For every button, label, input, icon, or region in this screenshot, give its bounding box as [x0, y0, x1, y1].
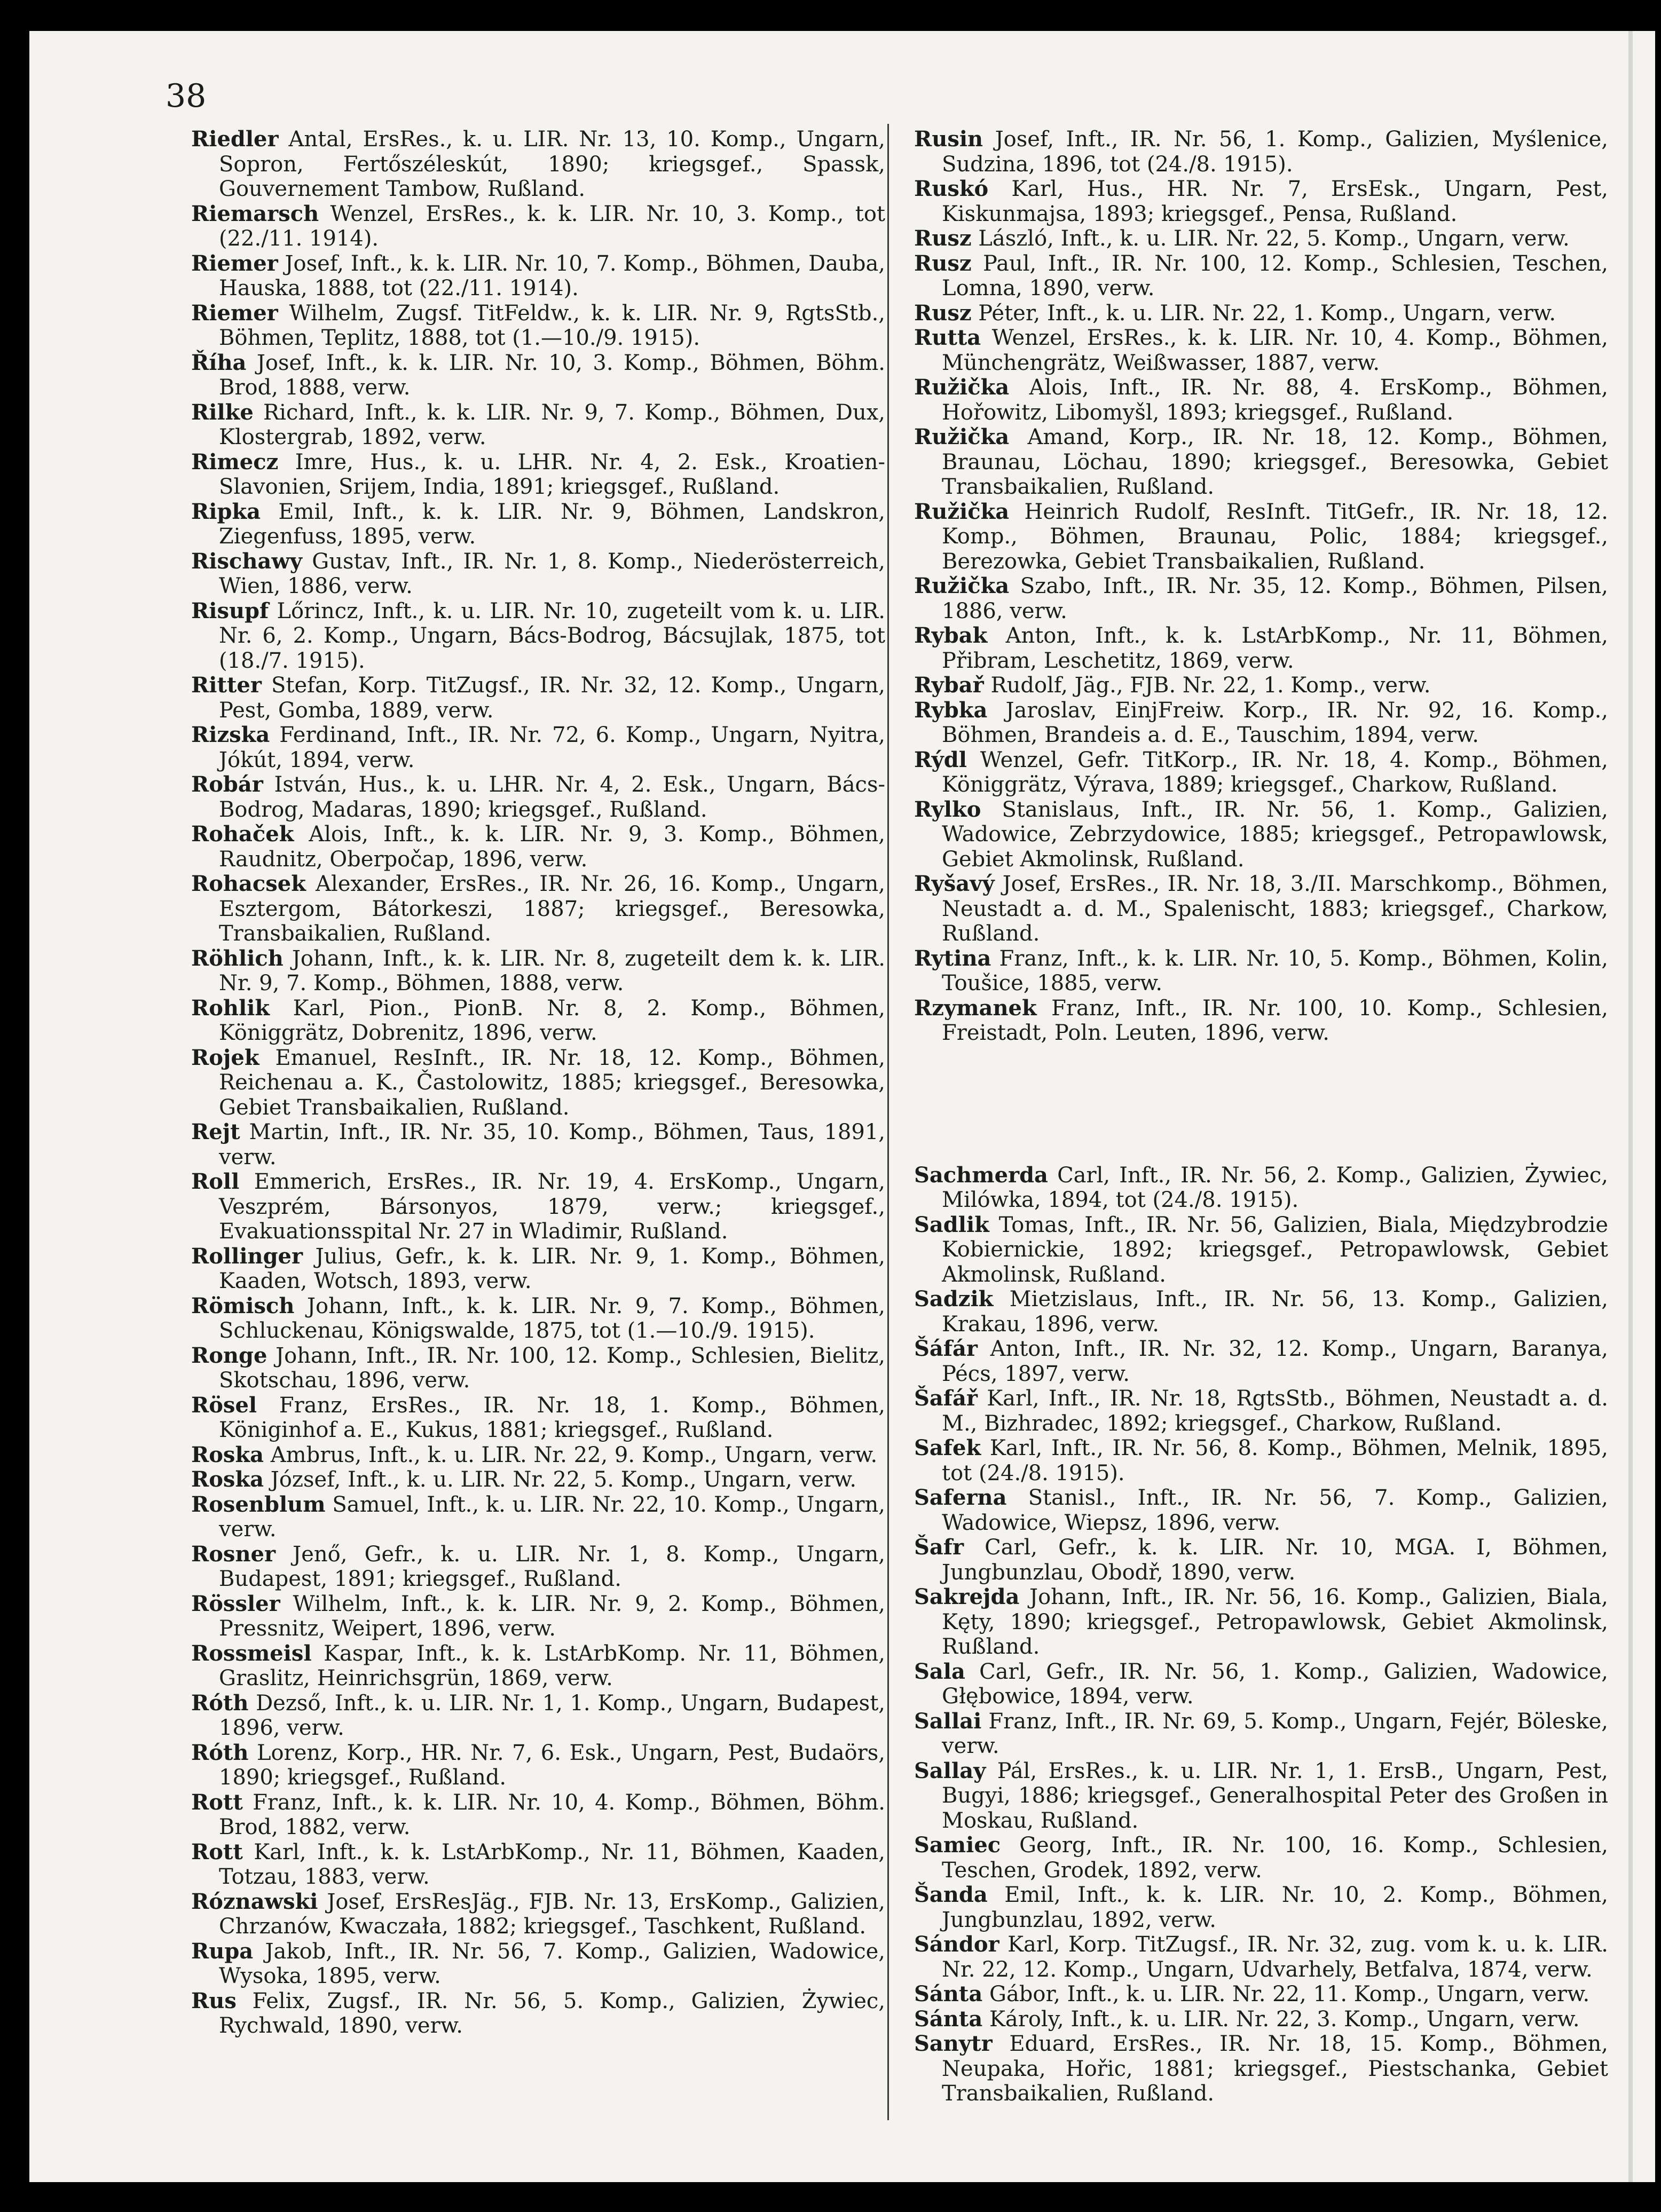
entry-details: Jenő, Gefr., k. u. LIR. Nr. 1, 8. Komp., Ungarn, Budapest, 1891; kriegsgef., Rußland. — [219, 1542, 885, 1591]
list-item — [914, 1932, 1608, 1982]
entry-details: Antal, ErsRes., k. u. LIR. Nr. 13, 10. Komp., Ungarn, Sopron, Fertőszéleskút, 1890; kriegsgef., Spassk, Gouvernement Tambow, Rußland. — [219, 127, 885, 201]
entry-surname: Rösel — [191, 1392, 257, 1418]
list-item — [191, 1120, 885, 1170]
entry-surname: Rutta — [914, 325, 981, 350]
list-item — [914, 2032, 1608, 2106]
list-item — [914, 1660, 1608, 1709]
list-item — [914, 623, 1608, 673]
list-item — [191, 1691, 885, 1741]
entry-details: Gustav, Inft., IR. Nr. 1, 8. Komp., Niederösterreich, Wien, 1886, verw. — [219, 549, 885, 598]
list-item — [191, 996, 885, 1046]
list-item — [191, 723, 885, 772]
list-item — [191, 1741, 885, 1790]
entry-details: Stefan, Korp. TitZugsf., IR. Nr. 32, 12. Komp., Ungarn, Pest, Gomba, 1889, verw. — [219, 673, 885, 723]
entry-details: Franz, Inft., k. k. LIR. Nr. 10, 4. Komp., Böhmen, Böhm. Brod, 1882, verw. — [219, 1790, 885, 1839]
entry-details: Richard, Inft., k. k. LIR. Nr. 9, 7. Komp., Böhmen, Dux, Klostergrab, 1892, verw. — [219, 400, 885, 449]
entry-surname: Sachmerda — [914, 1162, 1048, 1188]
entry-surname: Safek — [914, 1435, 981, 1460]
entry-surname: Sala — [914, 1658, 965, 1684]
entry-details: Szabo, Inft., IR. Nr. 35, 12. Komp., Böhmen, Pilsen, 1886, verw. — [942, 574, 1608, 623]
list-item — [914, 1337, 1608, 1386]
entry-surname: Rusz — [914, 300, 972, 326]
list-item — [191, 251, 885, 301]
entry-surname: Šafr — [914, 1535, 964, 1560]
entry-details: Georg, Inft., IR. Nr. 100, 16. Komp., Schlesien, Teschen, Grodek, 1892, verw. — [942, 1833, 1608, 1883]
entry-surname: Saferna — [914, 1485, 1007, 1510]
list-item — [914, 2007, 1608, 2032]
entry-surname: Ruskó — [914, 176, 989, 201]
list-item — [191, 1393, 885, 1443]
entry-surname: Ripka — [191, 499, 261, 524]
list-item — [191, 549, 885, 599]
entry-details: Ambrus, Inft., k. u. LIR. Nr. 22, 9. Komp., Ungarn, verw. — [264, 1442, 878, 1467]
entry-surname: Roska — [191, 1442, 264, 1467]
list-item — [914, 177, 1608, 226]
right-column-bottom — [914, 1163, 1608, 2106]
entry-surname: Rusz — [914, 226, 972, 251]
entry-surname: Rojek — [191, 1045, 259, 1070]
entry-details: Imre, Hus., k. u. LHR. Nr. 4, 2. Esk., Kroatien-Slavonien, Srijem, India, 1891; kriegsgef., Rußland. — [219, 449, 885, 499]
column-divider — [887, 124, 889, 2120]
list-item — [191, 1244, 885, 1294]
entry-surname: Rizska — [191, 722, 270, 747]
entry-details: Franz, Inft., IR. Nr. 100, 10. Komp., Schlesien, Freistadt, Poln. Leuten, 1896, verw. — [942, 996, 1608, 1045]
entry-details: Emil, Inft., k. k. LIR. Nr. 10, 2. Komp., Böhmen, Jungbunzlau, 1892, verw. — [942, 1883, 1608, 1932]
entry-details: Carl, Inft., IR. Nr. 56, 2. Komp., Galizien, Żywiec, Milówka, 1894, tot (24./8. 1915). — [942, 1163, 1608, 1212]
section-gap — [914, 1046, 1608, 1163]
entry-surname: Rosenblum — [191, 1491, 326, 1517]
entry-details: Gábor, Inft., k. u. LIR. Nr. 22, 11. Komp., Ungarn, verw. — [982, 1982, 1590, 2006]
list-item — [191, 1790, 885, 1840]
list-item — [914, 1833, 1608, 1883]
list-item — [191, 1939, 885, 1989]
entry-surname: Rusz — [914, 250, 972, 276]
entry-details: Wenzel, Gefr. TitKorp., IR. Nr. 18, 4. Komp., Böhmen, Königgrätz, Výrava, 1889; kriegsgef., Charkow, Rußland. — [942, 747, 1608, 797]
list-item — [914, 872, 1608, 946]
page-edge — [1628, 31, 1633, 2182]
entry-details: Emmerich, ErsRes., IR. Nr. 19, 4. ErsKomp., Ungarn, Veszprém, Bársonyos, 1879, verw.; kriegsgef., Evakuationsspital Nr. 27 in Wladimir, Rußland. — [219, 1170, 885, 1244]
entry-surname: Rott — [191, 1789, 243, 1815]
entry-surname: Sadlik — [914, 1212, 989, 1237]
entry-surname: Rimecz — [191, 449, 279, 475]
entry-details: Rudolf, Jäg., FJB. Nr. 22, 1. Komp., verw. — [983, 673, 1431, 698]
list-item — [914, 1486, 1608, 1535]
entry-surname: Rischawy — [191, 548, 302, 574]
entry-details: Wilhelm, Inft., k. k. LIR. Nr. 9, 2. Komp., Böhmen, Pressnitz, Weipert, 1896, verw. — [219, 1591, 885, 1641]
entry-surname: Rybka — [914, 697, 988, 723]
entry-surname: Sallay — [914, 1758, 986, 1783]
entry-details: Károly, Inft., k. u. LIR. Nr. 22, 3. Komp., Ungarn, verw. — [982, 2006, 1580, 2032]
right-column — [914, 127, 1608, 2106]
entry-details: Johann, Inft., IR. Nr. 56, 16. Komp., Galizien, Biala, Kęty, 1890; kriegsgef., Petropawlowsk, Gebiet Akmolinsk, Rußland. — [942, 1585, 1608, 1659]
entry-surname: Rybař — [914, 673, 984, 698]
list-item — [914, 1982, 1608, 2007]
entry-surname: Rupa — [191, 1938, 254, 1964]
entry-details: Samuel, Inft., k. u. LIR. Nr. 22, 10. Komp., Ungarn, verw. — [219, 1492, 885, 1542]
list-item — [914, 1213, 1608, 1287]
list-item — [191, 1344, 885, 1393]
entry-details: Mietzislaus, Inft., IR. Nr. 56, 13. Komp., Galizien, Krakau, 1896, verw. — [942, 1287, 1608, 1337]
list-item — [191, 1542, 885, 1592]
list-item — [191, 822, 885, 872]
entry-surname: Ružička — [914, 375, 1010, 400]
entry-details: Lorenz, Korp., HR. Nr. 7, 6. Esk., Ungarn, Pest, Budaörs, 1890; kriegsgef., Rußland. — [219, 1740, 885, 1790]
entry-surname: Rott — [191, 1839, 243, 1865]
list-item — [191, 351, 885, 400]
entry-details: Karl, Inft., IR. Nr. 56, 8. Komp., Böhmen, Melnik, 1895, tot (24./8. 1915). — [942, 1436, 1608, 1486]
list-item — [914, 574, 1608, 623]
list-item — [191, 1467, 885, 1492]
list-item — [191, 1641, 885, 1691]
entry-details: Pál, ErsRes., k. u. LIR. Nr. 1, 1. ErsB., Ungarn, Pest, Bugyi, 1886; kriegsgef., Generalhospital Peter des Großen in Moskau, Rußland. — [942, 1758, 1608, 1833]
list-item — [191, 202, 885, 251]
entry-surname: Ružička — [914, 424, 1010, 449]
entry-details: Karl, Pion., PionB. Nr. 8, 2. Komp., Böhmen, Königgrätz, Dobrenitz, 1896, verw. — [219, 996, 885, 1045]
entry-surname: Róth — [191, 1740, 249, 1765]
list-item — [191, 1170, 885, 1244]
list-item — [191, 1890, 885, 1939]
entry-surname: Roska — [191, 1467, 264, 1492]
entry-details: Alois, Inft., k. k. LIR. Nr. 9, 3. Komp., Böhmen, Raudnitz, Oberpočap, 1896, verw. — [219, 822, 885, 872]
left-column — [191, 127, 885, 2039]
entry-surname: Ronge — [191, 1342, 267, 1368]
entry-details: Stanisl., Inft., IR. Nr. 56, 7. Komp., Galizien, Wadowice, Wiepsz, 1896, verw. — [942, 1486, 1608, 1535]
entry-details: Karl, Korp. TitZugsf., IR. Nr. 32, zug. vom k. u. k. LIR. Nr. 22, 12. Komp., Ungarn, Udvarhely, Betfalva, 1874, verw. — [942, 1932, 1608, 1982]
list-item — [191, 400, 885, 450]
entry-details: Wenzel, ErsRes., k. k. LIR. Nr. 10, 3. Komp., tot (22./11. 1914). — [219, 201, 885, 251]
entry-surname: Sándor — [914, 1932, 999, 1957]
entry-details: Carl, Gefr., IR. Nr. 56, 1. Komp., Galizien, Wadowice, Głębowice, 1894, verw. — [942, 1659, 1608, 1709]
list-item — [191, 1592, 885, 1641]
entry-details: Anton, Inft., k. k. LstArbKomp., Nr. 11, Böhmen, Přibram, Leschetitz, 1869, verw. — [942, 623, 1608, 673]
list-item — [191, 1294, 885, 1344]
entry-surname: Šanda — [914, 1882, 988, 1907]
entry-details: Josef, ErsRes., IR. Nr. 18, 3./II. Marschkomp., Böhmen, Neustadt a. d. M., Spalenischt, 1883; kriegsgef., Charkow, Rußland. — [942, 872, 1608, 946]
entry-surname: Ryšavý — [914, 871, 995, 896]
entry-details: Carl, Gefr., k. k. LIR. Nr. 10, MGA. I, Böhmen, Jungbunzlau, Obodř, 1890, verw. — [942, 1535, 1608, 1585]
entry-details: Alois, Inft., IR. Nr. 88, 4. ErsKomp., Böhmen, Hořowitz, Libomyšl, 1893; kriegsgef., Rußland. — [942, 375, 1608, 425]
page-number: 38 — [166, 77, 207, 115]
entry-surname: Šafář — [914, 1386, 978, 1411]
entry-surname: Šáfár — [914, 1336, 978, 1361]
list-item — [914, 1535, 1608, 1585]
entry-surname: Rossmeisl — [191, 1640, 312, 1666]
entry-details: József, Inft., k. u. LIR. Nr. 22, 5. Komp., Ungarn, verw. — [264, 1467, 857, 1492]
list-item — [914, 996, 1608, 1046]
list-item — [914, 500, 1608, 574]
entry-surname: Rohacsek — [191, 871, 306, 896]
entry-details: Wilhelm, Zugsf. TitFeldw., k. k. LIR. Nr. 9, RgtsStb., Böhmen, Teplitz, 1888, tot (1.—10./9. 1915). — [219, 301, 885, 350]
entry-surname: Sallai — [914, 1708, 982, 1734]
entry-details: Amand, Korp., IR. Nr. 18, 12. Komp., Böhmen, Braunau, Löchau, 1890; kriegsgef., Beresowka, Gebiet Transbaikalien, Rußland. — [942, 425, 1608, 499]
entry-details: Felix, Zugsf., IR. Nr. 56, 5. Komp., Galizien, Żywiec, Rychwald, 1890, verw. — [219, 1988, 885, 2038]
entry-surname: Riedler — [191, 127, 279, 152]
entry-details: Julius, Gefr., k. k. LIR. Nr. 9, 1. Komp., Böhmen, Kaaden, Wotsch, 1893, verw. — [219, 1244, 885, 1293]
entry-details: Tomas, Inft., IR. Nr. 56, Galizien, Biala, Międzybrodzie Kobiernickie, 1892; kriegsgef., Petropawlowsk, Gebiet Akmolinsk, Rußland. — [942, 1212, 1608, 1287]
entry-details: Josef, ErsResJäg., FJB. Nr. 13, ErsKomp., Galizien, Chrzanów, Kwaczała, 1882; kriegsgef., Taschkent, Rußland. — [219, 1889, 885, 1939]
entry-details: Stanislaus, Inft., IR. Nr. 56, 1. Komp., Galizien, Wadowice, Zebrzydowice, 1885; kriegsgef., Petropawlowsk, Gebiet Akmolinsk, Rußland. — [942, 797, 1608, 872]
entry-surname: Rýdl — [914, 747, 967, 772]
list-item — [914, 375, 1608, 425]
list-item — [191, 1046, 885, 1120]
entry-details: Johann, Inft., IR. Nr. 100, 12. Komp., Schlesien, Bielitz, Skotschau, 1896, verw. — [219, 1343, 885, 1393]
entry-details: Péter, Inft., k. u. LIR. Nr. 22, 1. Komp., Ungarn, verw. — [971, 301, 1556, 326]
list-item — [191, 127, 885, 202]
list-item — [914, 698, 1608, 748]
list-item — [914, 1883, 1608, 1932]
list-item — [914, 226, 1608, 251]
entry-details: Paul, Inft., IR. Nr. 100, 12. Komp., Schlesien, Teschen, Lomna, 1890, verw. — [942, 251, 1608, 301]
list-item — [914, 1386, 1608, 1436]
list-item — [914, 1709, 1608, 1759]
list-item — [191, 1443, 885, 1468]
entry-details: Emanuel, ResInft., IR. Nr. 18, 12. Komp., Böhmen, Reichenau a. K., Častolowitz, 1885; kriegsgef., Beresowka, Gebiet Transbaikalien, Rußland. — [219, 1045, 885, 1120]
list-item — [191, 450, 885, 500]
entry-details: Franz, Inft., IR. Nr. 69, 5. Komp., Ungarn, Fejér, Böleske, verw. — [942, 1709, 1608, 1758]
entry-surname: Rzymanek — [914, 995, 1037, 1021]
list-item — [914, 251, 1608, 301]
entry-details: Franz, ErsRes., IR. Nr. 18, 1. Komp., Böhmen, Königinhof a. E., Kukus, 1881; kriegsgef., Rußland. — [219, 1393, 885, 1442]
entry-details: Johann, Inft., k. k. LIR. Nr. 9, 7. Komp., Böhmen, Schluckenau, Königswalde, 1875, tot (1.—10./9. 1915). — [219, 1293, 885, 1343]
list-item — [914, 1759, 1608, 1834]
entry-surname: Rylko — [914, 796, 981, 822]
list-item — [191, 673, 885, 723]
entry-surname: Říha — [191, 350, 247, 375]
entry-details: István, Hus., k. u. LHR. Nr. 4, 2. Esk., Ungarn, Bács-Bodrog, Madaras, 1890; kriegsgef., Rußland. — [219, 772, 885, 822]
list-item — [914, 673, 1608, 698]
entry-surname: Sánta — [914, 2006, 983, 2032]
entry-details: Karl, Inft., IR. Nr. 18, RgtsStb., Böhmen, Neustadt a. d. M., Bizhradec, 1892; kriegsgef., Charkow, Rußland. — [942, 1386, 1608, 1436]
entry-details: Karl, Hus., HR. Nr. 7, ErsEsk., Ungarn, Pest, Kiskunmajsa, 1893; kriegsgef., Pensa, Rußland. — [942, 177, 1608, 226]
entry-surname: Rejt — [191, 1119, 240, 1144]
entry-details: Martin, Inft., IR. Nr. 35, 10. Komp., Böhmen, Taus, 1891, verw. — [219, 1120, 885, 1170]
entry-details: Jakob, Inft., IR. Nr. 56, 7. Komp., Galizien, Wadowice, Wysoka, 1895, verw. — [219, 1939, 885, 1988]
list-item — [914, 326, 1608, 375]
entry-surname: Röhlich — [191, 945, 284, 971]
entry-details: Josef, Inft., k. k. LIR. Nr. 10, 3. Komp., Böhmen, Böhm. Brod, 1888, verw. — [219, 350, 885, 400]
list-item — [914, 425, 1608, 500]
entry-details: Wenzel, ErsRes., k. k. LIR. Nr. 10, 4. Komp., Böhmen, Münchengrätz, Weißwasser, 1887, verw. — [942, 326, 1608, 375]
list-item — [191, 301, 885, 351]
list-item — [191, 872, 885, 946]
entry-details: Heinrich Rudolf, ResInft. TitGefr., IR. Nr. 18, 12. Komp., Böhmen, Braunau, Polic, 1884; kriegsgef., Berezowka, Gebiet Transbaikalien, Rußland. — [942, 499, 1608, 574]
entry-details: Karl, Inft., k. k. LstArbKomp., Nr. 11, Böhmen, Kaaden, Totzau, 1883, verw. — [219, 1839, 885, 1889]
entry-surname: Rohlik — [191, 995, 270, 1021]
right-column-top — [914, 127, 1608, 1046]
entry-details: Eduard, ErsRes., IR. Nr. 18, 15. Komp., Böhmen, Neupaka, Hořic, 1881; kriegsgef., Piestschanka, Gebiet Transbaikalien, Rußland. — [942, 2032, 1608, 2106]
list-item — [914, 797, 1608, 872]
entry-surname: Rössler — [191, 1591, 280, 1616]
entry-details: Franz, Inft., k. k. LIR. Nr. 10, 5. Komp., Böhmen, Kolin, Toušice, 1885, verw. — [942, 946, 1608, 996]
entry-surname: Riemarsch — [191, 201, 319, 226]
entry-surname: Ritter — [191, 673, 262, 698]
entry-surname: Rilke — [191, 399, 254, 425]
entry-details: Lőrincz, Inft., k. u. LIR. Nr. 10, zugeteilt vom k. u. LIR. Nr. 6, 2. Komp., Ungarn, Bács-Bodrog, Bácsujlak, 1875, tot (18./7. 1915). — [219, 598, 885, 673]
entry-surname: Rollinger — [191, 1243, 303, 1269]
entry-surname: Ružička — [914, 573, 1010, 598]
entry-surname: Ružička — [914, 499, 1010, 524]
entry-details: Josef, Inft., IR. Nr. 56, 1. Komp., Galizien, Myślenice, Sudzina, 1896, tot (24./8. 1915). — [942, 127, 1608, 177]
list-item — [191, 1492, 885, 1542]
entry-surname: Robár — [191, 772, 263, 797]
list-item — [191, 599, 885, 674]
entry-surname: Rosner — [191, 1541, 276, 1567]
list-item — [914, 1436, 1608, 1486]
entry-details: László, Inft., k. u. LIR. Nr. 22, 5. Komp., Ungarn, verw. — [971, 226, 1570, 251]
entry-surname: Roll — [191, 1169, 240, 1194]
entry-surname: Róth — [191, 1690, 249, 1716]
list-item — [914, 748, 1608, 797]
entry-details: Anton, Inft., IR. Nr. 32, 12. Komp., Ungarn, Baranya, Pécs, 1897, verw. — [942, 1337, 1608, 1386]
entry-surname: Riemer — [191, 250, 278, 276]
entry-surname: Riemer — [191, 300, 278, 326]
entry-details: Josef, Inft., k. k. LIR. Nr. 10, 7. Komp., Böhmen, Dauba, Hauska, 1888, tot (22./11. 1914). — [219, 251, 885, 301]
list-item — [191, 500, 885, 549]
entry-details: Johann, Inft., k. k. LIR. Nr. 8, zugeteilt dem k. k. LIR. Nr. 9, 7. Komp., Böhmen, 1888, verw. — [219, 946, 885, 996]
entry-surname: Risupf — [191, 598, 269, 623]
entry-surname: Rytina — [914, 945, 991, 971]
entry-surname: Rus — [191, 1988, 237, 2013]
entry-surname: Römisch — [191, 1293, 295, 1318]
entry-details: Kaspar, Inft., k. k. LstArbKomp. Nr. 11, Böhmen, Graslitz, Heinrichsgrün, 1869, verw. — [219, 1641, 885, 1690]
entry-details: Emil, Inft., k. k. LIR. Nr. 9, Böhmen, Landskron, Ziegenfuss, 1895, verw. — [219, 499, 885, 549]
entry-details: Dezső, Inft., k. u. LIR. Nr. 1, 1. Komp., Ungarn, Budapest, 1896, verw. — [219, 1690, 885, 1740]
list-item — [191, 946, 885, 996]
entry-surname: Róznawski — [191, 1889, 318, 1914]
list-item — [914, 1287, 1608, 1337]
list-item — [914, 946, 1608, 996]
entry-details: Alexander, ErsRes., IR. Nr. 26, 16. Komp., Ungarn, Esztergom, Bátorkeszi, 1887; kriegsgef., Beresowka, Transbaikalien, Rußland. — [219, 872, 885, 946]
list-item — [191, 1840, 885, 1890]
entry-surname: Sadzik — [914, 1286, 994, 1312]
list-item — [914, 127, 1608, 177]
entry-surname: Rusin — [914, 127, 983, 152]
entry-surname: Samiec — [914, 1832, 1001, 1858]
list-item — [914, 1585, 1608, 1660]
entry-details: Jaroslav, EinjFreiw. Korp., IR. Nr. 92, 16. Komp., Böhmen, Brandeis a. d. E., Tauschim, 1894, verw. — [942, 698, 1608, 747]
list-item — [914, 1163, 1608, 1213]
entry-surname: Rohaček — [191, 821, 294, 847]
list-item — [914, 301, 1608, 326]
entry-surname: Sánta — [914, 1981, 983, 2006]
list-item — [191, 772, 885, 822]
entry-surname: Rybak — [914, 623, 988, 648]
entry-details: Ferdinand, Inft., IR. Nr. 72, 6. Komp., Ungarn, Nyitra, Jókút, 1894, verw. — [219, 723, 885, 772]
list-item — [191, 1989, 885, 2039]
entry-surname: Sakrejda — [914, 1584, 1020, 1609]
entry-surname: Sanytr — [914, 2031, 993, 2056]
